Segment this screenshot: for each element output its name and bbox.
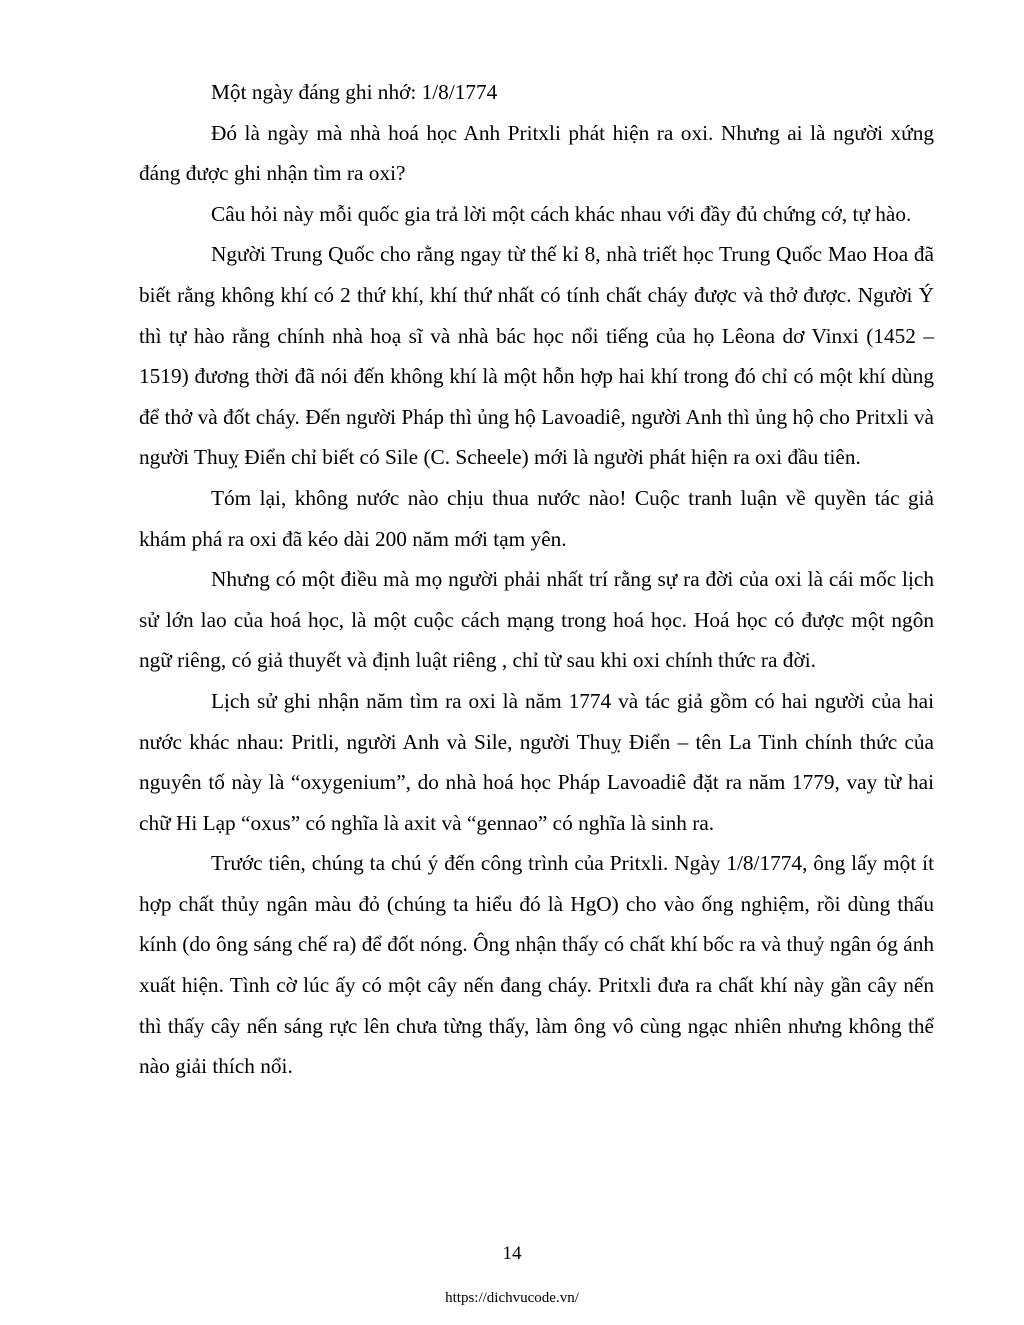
paragraph-question-answers: Câu hỏi này mỗi quốc gia trả lời một cách khác nhau với đầy đủ chứng cớ, tự hào. xyxy=(211,201,912,226)
paragraph-memorable-date: Một ngày đáng ghi nhớ: 1/8/1774 xyxy=(211,80,498,104)
paragraph-pritxli-discovery: Đó là ngày mà nhà hoá học Anh Pritxli phát hiện ra oxi. Nhưng ai là người xứng đáng được ghi nhận tìm ra oxi? xyxy=(139,120,934,186)
footer-url-link[interactable]: https://dichvucode.vn/ xyxy=(445,1290,579,1306)
paragraph-pritxli-experiment: Trước tiên, chúng ta chú ý đến công trình của Pritxli. Ngày 1/8/1774, ông lấy một ít hợp chất thủy ngân màu đỏ (chúng ta hiểu đó là HgO) cho vào ống nghiệm, rồi dùng thấu kính (do ông sáng chế ra) để đốt nóng. Ông nhận thấy có chất khí bốc ra và thuỷ ngân óg ánh xuất hiện. Tình cờ lúc ấy có một cây nến đang cháy. Pritxli đưa ra chất khí này gần cây nến thì thấy cây nến sáng rực lên chưa từng thấy, làm ông vô cùng ngạc nhiên nhưng không thể nào giải thích nổi. xyxy=(139,851,934,1079)
paragraph-historic-milestone: Nhưng có một điều mà mọ người phải nhất trí rằng sự ra đời của oxi là cái mốc lịch sử lớn lao của hoá học, là một cuộc cách mạng trong hoá học. Hoá học có được một ngôn ngữ riêng, có giả thuyết và định luật riêng , chỉ từ sau khi oxi chính thức ra đời. xyxy=(139,567,934,673)
paragraph-oxygenium-name: Lịch sử ghi nhận năm tìm ra oxi là năm 1774 và tác giả gồm có hai người của hai nước khác nhau: Pritli, người Anh và Sile, người Thuỵ Điển – tên La Tinh chính thức của nguyên tố này là “oxygenium”, do nhà hoá học Pháp Lavoadiê đặt ra năm 1779, vay từ hai chữ Hi Lạp “oxus” có nghĩa là axit và “gennao” có nghĩa là sinh ra. xyxy=(139,688,934,835)
paragraph-summary-debate: Tóm lại, không nước nào chịu thua nước nào! Cuộc tranh luận về quyền tác giả khám phá ra oxi đã kéo dài 200 năm mới tạm yên. xyxy=(139,485,934,551)
document-body xyxy=(139,72,934,1087)
paragraph-national-claims: Người Trung Quốc cho rằng ngay từ thế kỉ 8, nhà triết học Trung Quốc Mao Hoa đã biết rằng không khí có 2 thứ khí, khí thứ nhất có tính chất cháy được và thở được. Người Ý thì tự hào rằng chính nhà hoạ sĩ và nhà bác học nổi tiếng của họ Lêona dơ Vinxi (1452 – 1519) đương thời đã nói đến không khí là một hỗn hợp hai khí trong đó chỉ có một khí dùng để thở và đốt cháy. Đến người Pháp thì ủng hộ Lavoadiê, người Anh thì ủng hộ cho Pritxli và người Thuỵ Điển chỉ biết có Sile (C. Scheele) mới là người phát hiện ra oxi đầu tiên. xyxy=(139,242,934,470)
page-number: 14 xyxy=(502,1243,522,1264)
